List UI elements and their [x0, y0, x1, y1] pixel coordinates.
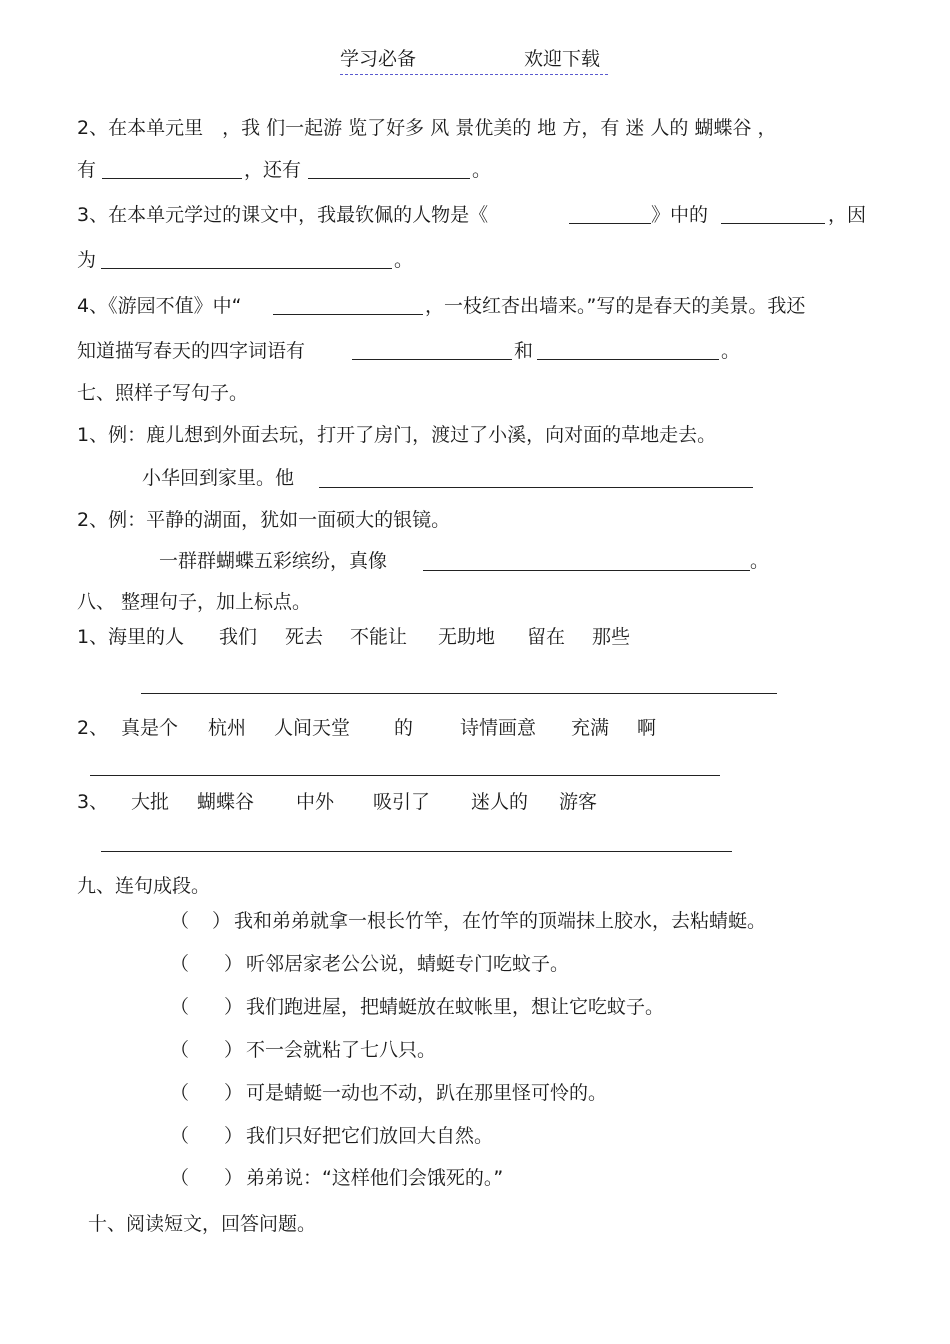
order-box-open[interactable]: （	[170, 996, 190, 1018]
reorder-word: 留在	[527, 626, 566, 648]
q2-line2-start: 有	[77, 159, 97, 181]
order-box-close[interactable]: ）	[224, 953, 244, 975]
order-box-close[interactable]: ）	[224, 1039, 244, 1061]
q2-line2-mid: ，还有	[244, 159, 302, 181]
reorder-word: 我们	[219, 626, 258, 648]
header-left-text: 学习必备	[340, 48, 417, 70]
section-9-title: 九、连句成段。	[77, 875, 211, 897]
reorder-word: 不能让	[350, 626, 408, 648]
section-7-blank-2[interactable]	[423, 570, 750, 571]
q2-line2-end: 。	[472, 159, 492, 181]
section-7-prompt-2: 一群群蝴蝶五彩缤纷，真像	[159, 550, 388, 572]
order-box-close[interactable]: ）	[224, 1125, 244, 1147]
section-7-example-2: 2、例：平静的湖面，犹如一面硕大的银镜。	[77, 509, 451, 531]
order-box-open[interactable]: （	[170, 910, 190, 932]
order-box-open[interactable]: （	[170, 1082, 190, 1104]
q4-blank-poem[interactable]	[273, 314, 423, 315]
reorder-3-number: 3、	[77, 791, 109, 813]
q2-blank-1[interactable]	[102, 178, 242, 179]
reorder-word: 蝴蝶谷	[197, 791, 255, 813]
ordering-sentence: 我和弟弟就拿一根长竹竿，在竹竿的顶端抹上胶水，去粘蜻蜓。	[234, 910, 767, 932]
q3-line1-end: ，因	[828, 204, 867, 226]
reorder-word: 吸引了	[373, 791, 431, 813]
ordering-sentence: 可是蜻蜓一动也不动，趴在那里怪可怜的。	[246, 1082, 608, 1104]
reorder-3-answer-line[interactable]	[101, 851, 732, 852]
reorder-word: 真是个	[121, 717, 179, 739]
reorder-word: 大批	[131, 791, 170, 813]
reorder-word: 的	[394, 717, 414, 739]
q4-line1-start: 4、《游园不值》中“	[77, 295, 242, 317]
reorder-word: 迷人的	[471, 791, 529, 813]
ordering-sentence: 弟弟说：“这样他们会饿死的。”	[246, 1167, 504, 1189]
ordering-sentence: 不一会就粘了七八只。	[246, 1039, 437, 1061]
reorder-word: 杭州	[208, 717, 247, 739]
q4-blank-word-1[interactable]	[352, 359, 512, 360]
reorder-word: 游客	[559, 791, 598, 813]
reorder-1-answer-line[interactable]	[141, 693, 777, 694]
reorder-word: 中外	[296, 791, 335, 813]
reorder-word: 无助地	[438, 626, 496, 648]
reorder-2-answer-line[interactable]	[90, 775, 720, 776]
q2-line1: 2、在本单元里 ，我 们一起游 览了好多 风 景优美的 地 方，有 迷 人的 蝴蝶谷 ，	[77, 117, 777, 139]
q3-blank-reason[interactable]	[101, 268, 392, 269]
order-box-open[interactable]: （	[170, 1039, 190, 1061]
reorder-word: 诗情画意	[460, 717, 537, 739]
page-header	[340, 48, 608, 75]
section-7-example-1: 1、例：鹿儿想到外面去玩，打开了房门，渡过了小溪，向对面的草地走去。	[77, 424, 717, 446]
q3-line1-start: 3、在本单元学过的课文中，我最钦佩的人物是《	[77, 204, 489, 226]
reorder-2-number: 2、	[77, 717, 109, 739]
order-box-open[interactable]: （	[170, 953, 190, 975]
section-7-end-2: 。	[750, 550, 770, 572]
order-box-close[interactable]: ）	[224, 1082, 244, 1104]
q3-blank-title[interactable]	[569, 223, 651, 224]
section-7-prompt-1: 小华回到家里。他	[142, 467, 295, 489]
q4-line2-end: 。	[721, 340, 741, 362]
reorder-word: 死去	[285, 626, 324, 648]
q3-blank-person[interactable]	[721, 223, 825, 224]
section-10-title: 十、阅读短文，回答问题。	[88, 1213, 317, 1235]
reorder-word: 海里的人	[108, 626, 185, 648]
q3-line2-start: 为	[77, 249, 97, 271]
section-7-title: 七、照样子写句子。	[77, 382, 249, 404]
reorder-word: 那些	[592, 626, 631, 648]
q3-line2-end: 。	[394, 249, 414, 271]
ordering-sentence: 听邻居家老公公说，蜻蜓专门吃蚊子。	[246, 953, 570, 975]
order-box-close[interactable]: ）	[224, 1167, 244, 1189]
ordering-sentence: 我们跑进屋，把蜻蜓放在蚊帐里，想让它吃蚊子。	[246, 996, 665, 1018]
q4-line2-start: 知道描写春天的四字词语有	[77, 340, 306, 362]
reorder-word: 充满	[571, 717, 610, 739]
q2-blank-2[interactable]	[308, 178, 470, 179]
order-box-close[interactable]: ）	[212, 910, 232, 932]
reorder-1-number: 1、	[77, 626, 109, 648]
section-7-blank-1[interactable]	[319, 487, 753, 488]
q4-blank-word-2[interactable]	[537, 359, 719, 360]
reorder-word: 人间天堂	[274, 717, 351, 739]
ordering-sentence: 我们只好把它们放回大自然。	[246, 1125, 494, 1147]
order-box-close[interactable]: ）	[224, 996, 244, 1018]
order-box-open[interactable]: （	[170, 1167, 190, 1189]
q4-line2-mid: 和	[514, 340, 534, 362]
reorder-word: 啊	[637, 717, 657, 739]
q4-line1-end: ，一枝红杏出墙来。”写的是春天的美景。我还	[425, 295, 806, 317]
section-8-title: 八、 整理句子，加上标点。	[77, 591, 312, 613]
q3-line1-mid: 》中的	[651, 204, 709, 226]
order-box-open[interactable]: （	[170, 1125, 190, 1147]
header-right-text: 欢迎下载	[524, 48, 601, 70]
